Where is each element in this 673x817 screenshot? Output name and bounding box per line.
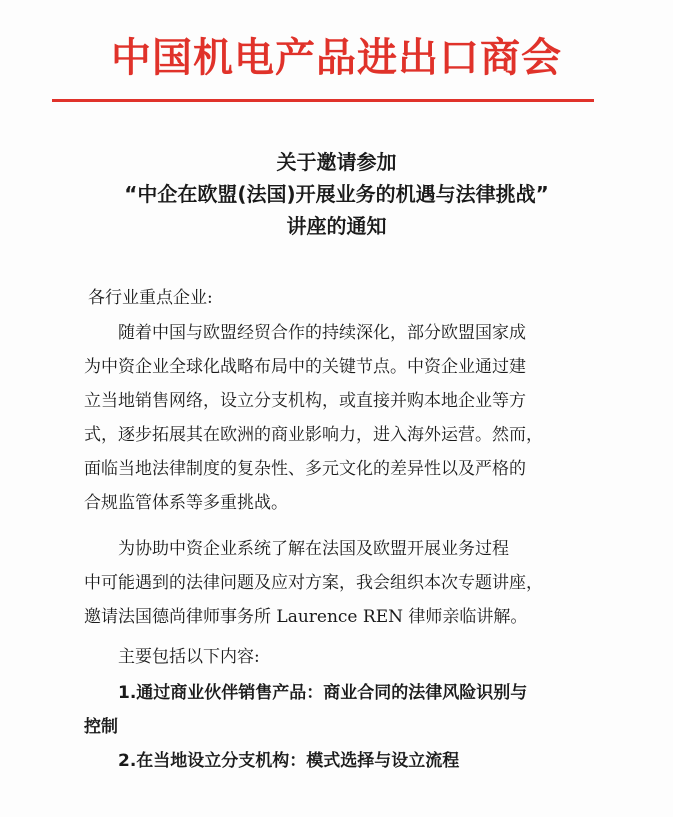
paragraph-1-line-6: 合规监管体系等多重挑战。 xyxy=(84,493,288,513)
paragraph-2-line-2: 中可能遇到的法律问题及应对方案，我会组织本次专题讲座， xyxy=(84,573,543,593)
notice-title xyxy=(0,146,673,242)
title-line-1: 关于邀请参加 xyxy=(276,150,397,174)
content-item-1: 1.通过商业伙伴销售产品：商业合同的法律风险识别与 xyxy=(118,683,528,703)
paragraph-2-line-3: 邀请法国德尚律师事务所 Laurence REN 律师亲临讲解。 xyxy=(84,607,528,627)
letterhead-title: 中国机电产品进出口商会 xyxy=(111,35,562,81)
contents-intro: 主要包括以下内容: xyxy=(118,647,260,667)
title-line-2: “中企在欧盟(法国)开展业务的机遇与法律挑战” xyxy=(124,182,549,206)
salutation: 各行业重点企业: xyxy=(88,288,213,308)
paragraph-1-line-4: 式，逐步拓展其在欧洲的商业影响力，进入海外运营。然而， xyxy=(84,425,543,445)
paragraph-1-line-1: 随着中国与欧盟经贸合作的持续深化，部分欧盟国家成 xyxy=(118,323,526,343)
letterhead-divider xyxy=(52,99,594,102)
paragraph-1-line-2: 为中资企业全球化战略布局中的关键节点。中资企业通过建 xyxy=(84,357,526,377)
paragraph-2-line-1: 为协助中资企业系统了解在法国及欧盟开展业务过程 xyxy=(118,539,509,559)
paragraph-1-line-5: 面临当地法律制度的复杂性、多元文化的差异性以及严格的 xyxy=(84,459,526,479)
content-item-1-continued: 控制 xyxy=(84,717,118,737)
paragraph-1-line-3: 立当地销售网络，设立分支机构，或直接并购本地企业等方 xyxy=(84,391,526,411)
title-line-3: 讲座的通知 xyxy=(286,214,387,238)
content-item-2: 2.在当地设立分支机构：模式选择与设立流程 xyxy=(118,751,460,771)
